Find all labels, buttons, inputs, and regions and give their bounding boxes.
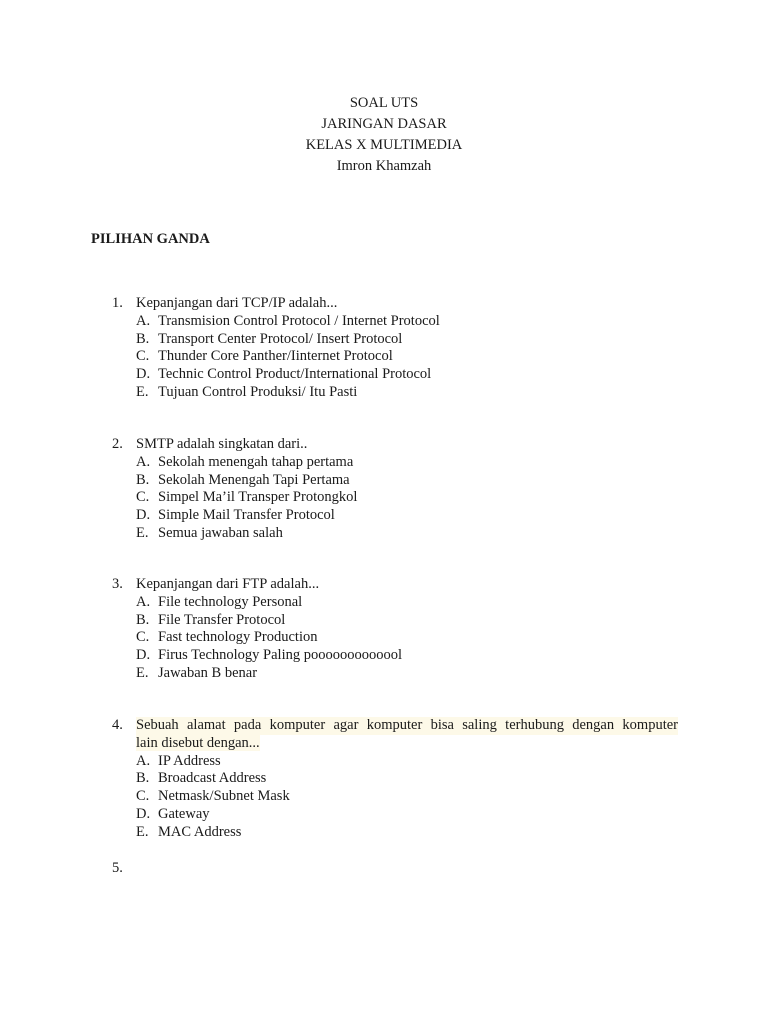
option-e: [136, 824, 678, 842]
option-a: [136, 594, 678, 612]
option-text: Firus Technology Paling pooooooooooool: [158, 647, 403, 664]
option-d: [136, 647, 678, 665]
option-text: IP Address: [158, 752, 221, 769]
option-letter: A.: [136, 593, 151, 610]
question-text-line-2-highlight: lain disebut dengan...: [136, 734, 260, 751]
option-letter: D.: [136, 805, 151, 822]
option-letter: E.: [136, 383, 149, 400]
question-number: 4.: [112, 717, 123, 733]
option-letter: A.: [136, 453, 151, 470]
option-text: Simpel Ma’il Transper Protongkol: [158, 489, 358, 506]
option-text: Transport Center Protocol/ Insert Protocol: [158, 330, 403, 347]
options-list: [112, 313, 678, 402]
option-letter: C.: [136, 348, 150, 365]
question-text: Kepanjangan dari TCP/IP adalah...: [136, 295, 338, 311]
option-letter: D.: [136, 507, 151, 524]
option-text: Sekolah menengah tahap pertama: [158, 453, 354, 470]
option-letter: D.: [136, 366, 151, 383]
option-text: File technology Personal: [158, 593, 303, 610]
option-letter: E.: [136, 664, 149, 681]
option-letter: B.: [136, 770, 150, 787]
question-number: 5.: [112, 860, 123, 876]
option-text: Technic Control Product/International Protocol: [158, 366, 432, 383]
question-number: 3.: [112, 576, 123, 592]
option-text: Jawaban B benar: [158, 664, 258, 681]
option-text: Simple Mail Transfer Protocol: [158, 507, 335, 524]
option-b: [136, 331, 678, 349]
option-letter: B.: [136, 611, 150, 628]
option-letter: C.: [136, 629, 150, 646]
option-a: [136, 753, 678, 771]
question-text-line-2: [136, 735, 678, 753]
header-subject: JARINGAN DASAR: [321, 116, 447, 132]
option-c: [136, 489, 678, 507]
option-b: [136, 612, 678, 630]
option-e: [136, 525, 678, 543]
option-letter: E.: [136, 823, 149, 840]
question-number: 1.: [112, 295, 123, 311]
option-c: [136, 788, 678, 806]
option-text: Tujuan Control Produksi/ Itu Pasti: [158, 383, 358, 400]
option-b: [136, 770, 678, 788]
option-letter: B.: [136, 330, 150, 347]
option-d: [136, 507, 678, 525]
options-list: [112, 753, 678, 842]
option-text: MAC Address: [158, 823, 242, 840]
option-d: [136, 366, 678, 384]
option-text: Semua jawaban salah: [158, 524, 283, 541]
document-header: [0, 93, 768, 177]
option-letter: C.: [136, 788, 150, 805]
option-c: [136, 629, 678, 647]
option-b: [136, 472, 678, 490]
options-list: [112, 594, 678, 683]
question-text: SMTP adalah singkatan dari..: [136, 436, 308, 452]
question-text-line-1: Sebuah alamat pada komputer agar komputer bisa saling terhubung dengan komputer: [136, 717, 678, 733]
header-author: Imron Khamzah: [336, 158, 432, 174]
option-text: File Transfer Protocol: [158, 611, 286, 628]
option-a: [136, 313, 678, 331]
option-e: [136, 665, 678, 683]
option-text: Netmask/Subnet Mask: [158, 788, 290, 805]
option-d: [136, 806, 678, 824]
option-a: [136, 454, 678, 472]
option-text: Broadcast Address: [158, 770, 267, 787]
section-title: PILIHAN GANDA: [91, 231, 210, 247]
option-text: Sekolah Menengah Tapi Pertama: [158, 471, 350, 488]
option-text: Gateway: [158, 805, 210, 822]
option-letter: A.: [136, 312, 151, 329]
header-title: SOAL UTS: [349, 95, 419, 111]
option-letter: C.: [136, 489, 150, 506]
option-letter: A.: [136, 752, 151, 769]
question-text: Kepanjangan dari FTP adalah...: [136, 576, 320, 592]
option-text: Transmision Control Protocol / Internet Protocol: [158, 312, 440, 329]
question-number: 2.: [112, 436, 123, 452]
option-letter: E.: [136, 524, 149, 541]
question-1: [112, 295, 678, 402]
option-text: Fast technology Production: [158, 629, 318, 646]
header-class: KELAS X MULTIMEDIA: [305, 137, 463, 153]
option-c: [136, 348, 678, 366]
option-letter: D.: [136, 647, 151, 664]
option-e: [136, 384, 678, 402]
question-3: [112, 576, 678, 683]
option-letter: B.: [136, 471, 150, 488]
options-list: [112, 454, 678, 543]
question-2: [112, 436, 678, 543]
question-4: [112, 717, 678, 842]
option-text: Thunder Core Panther/Iinternet Protocol: [158, 348, 393, 365]
